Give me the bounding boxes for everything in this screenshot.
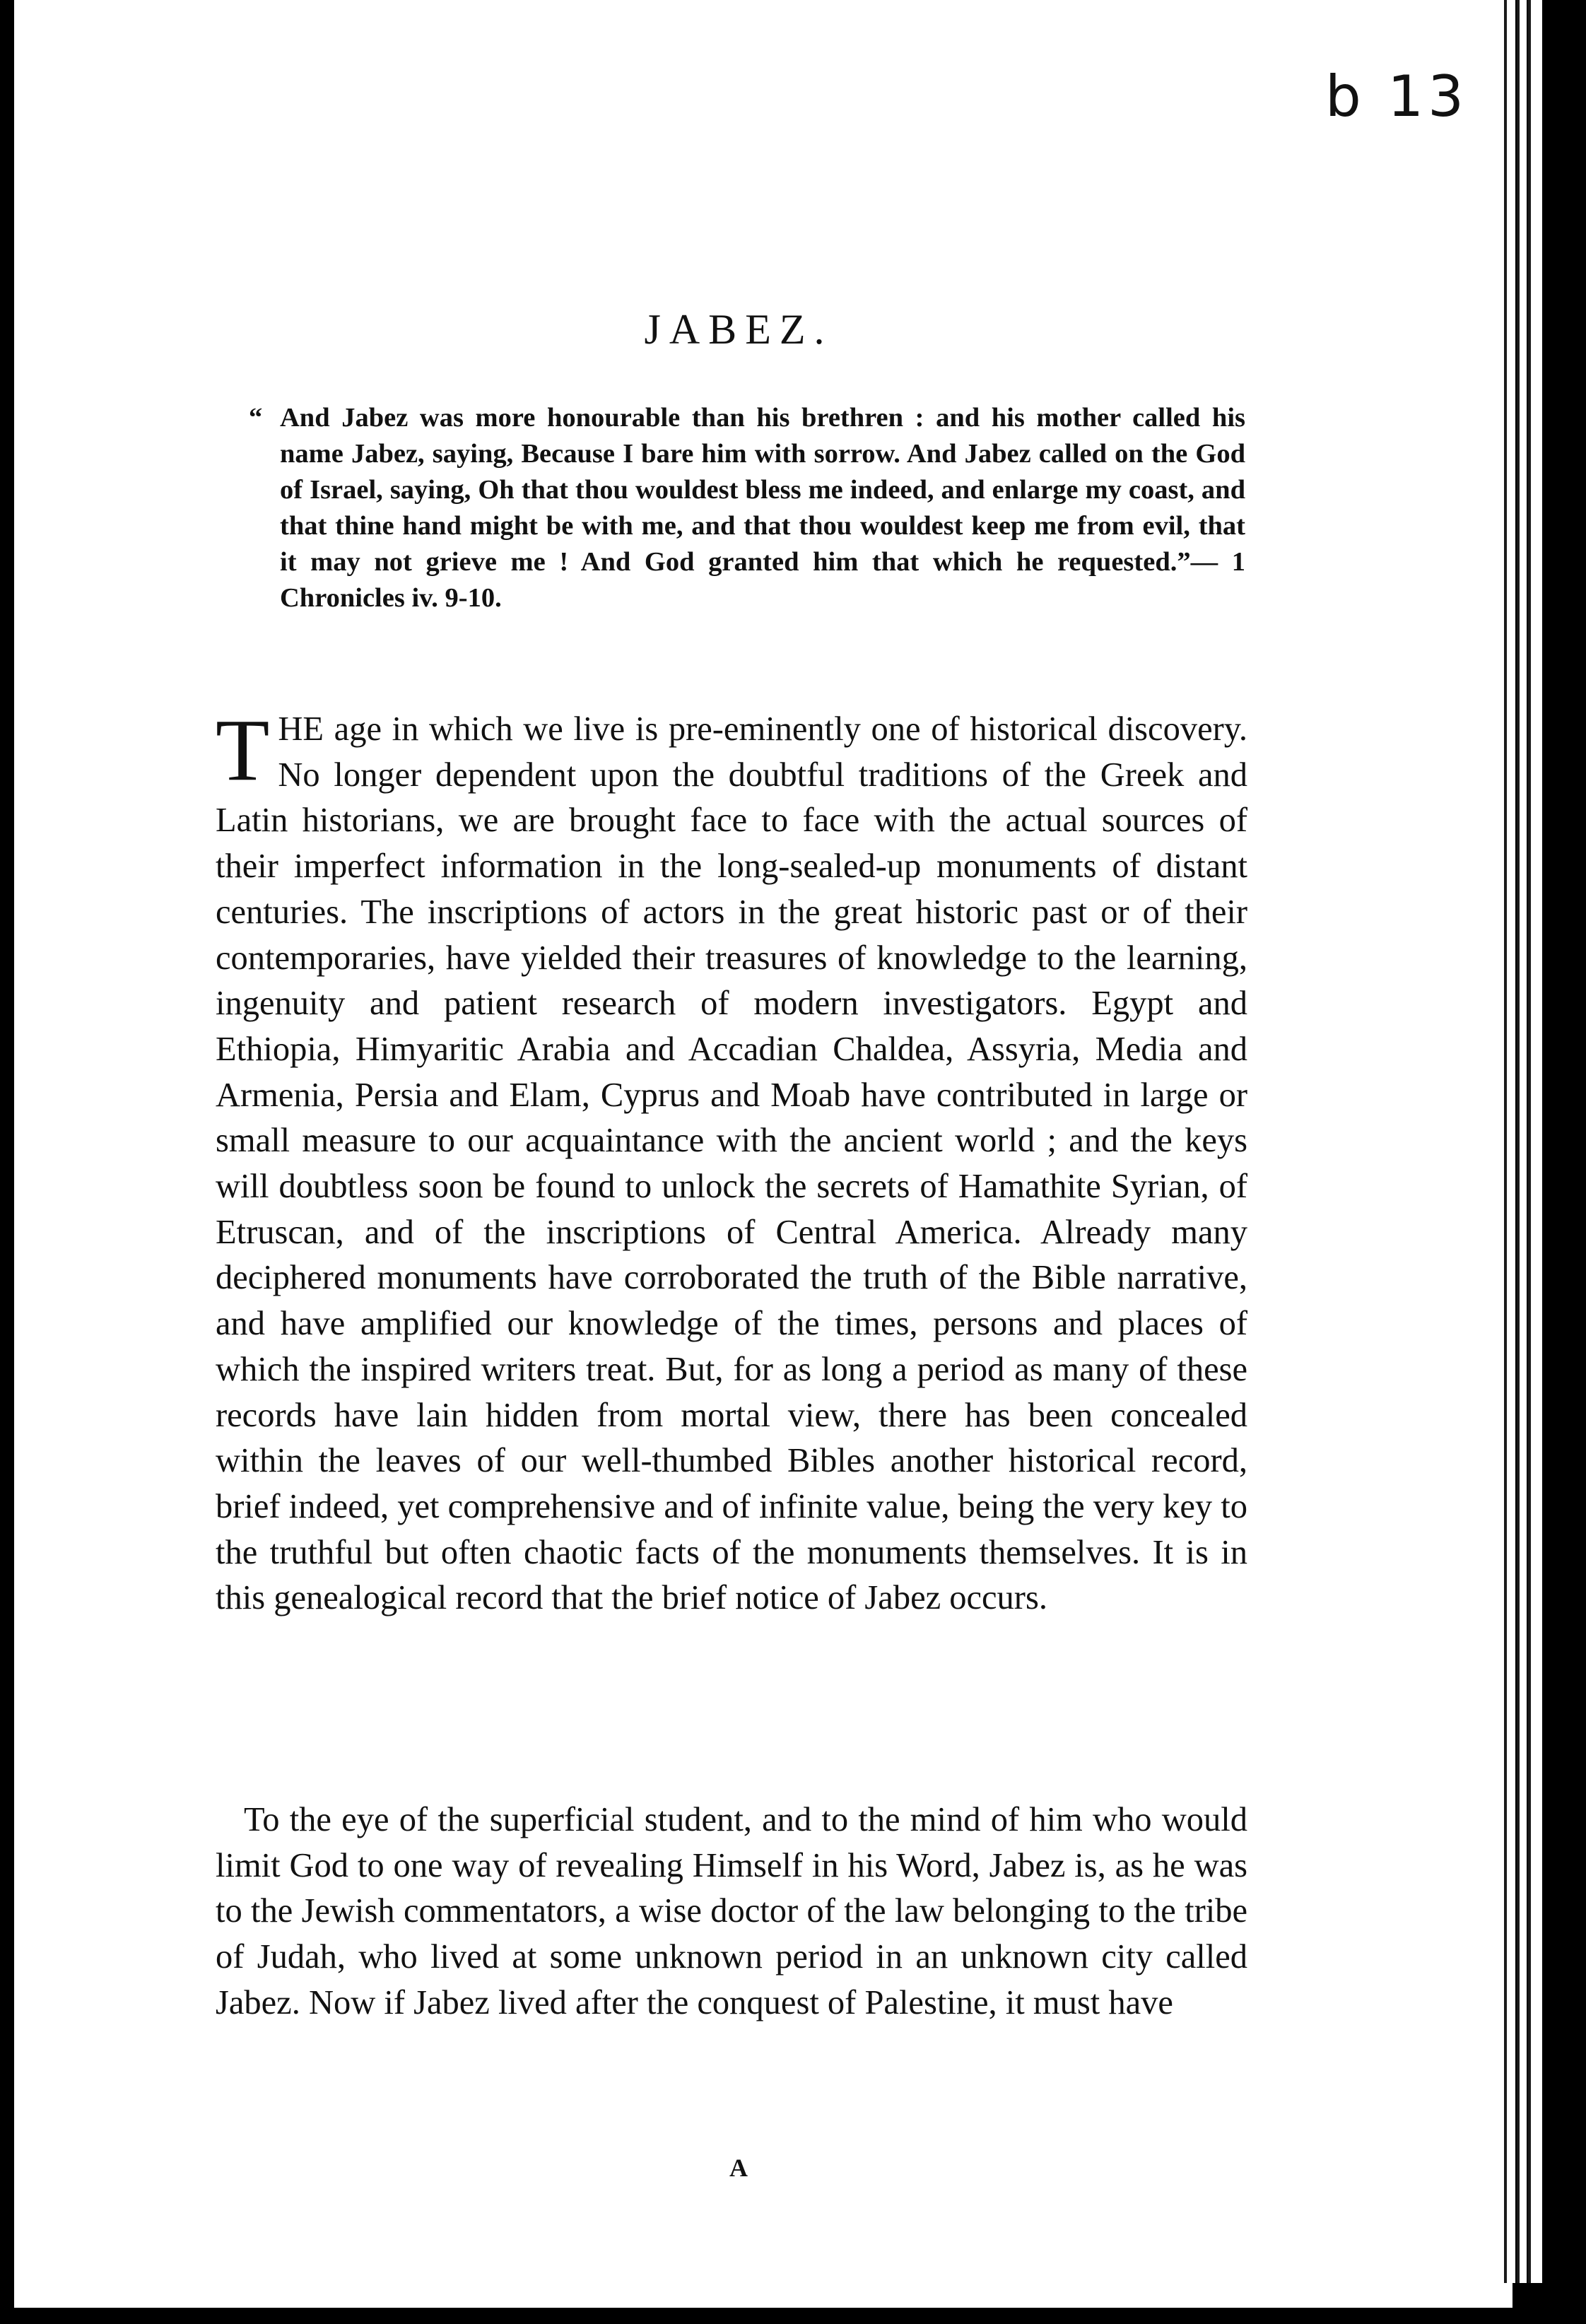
book-page	[14, 0, 1512, 2308]
signature-mark: A	[729, 2154, 748, 2182]
handwritten-page-note: b 13	[1325, 64, 1469, 129]
body-paragraph-2: To the eye of the superficial student, and to the mind of him who would limit God to one way of revealing Himself in his Word, Jabez is, as he was to the Jewish commentators, a wise doctor of the law belonging to the tribe of Judah, who lived at some unknown period in an unknown city called Jabez. Now if Jabez lived after the conquest of Palestine, it must have	[216, 1801, 1247, 2021]
drop-cap-letter: T	[216, 702, 270, 799]
epigraph-open-quote: “	[249, 403, 263, 433]
page-edge-1	[1504, 0, 1515, 2283]
epigraph-text: And Jabez was more honourable than his brethren : and his mother called his name Jabez, saying, Because I bare him with sorrow. And Jabez called on the God of Israel, saying, Oh that thou wouldest bless me indeed, and enlarge my coast, and that thine hand might be with me, and that thou wouldest keep me from evil, that it may not grieve me ! And God granted him that which he requested.”— 1 Chronicles iv. 9-10.	[280, 403, 1245, 613]
chapter-title: JABEZ.	[644, 306, 833, 353]
page-edge-2	[1517, 0, 1527, 2283]
body-paragraph-1-text: HE age in which we live is pre-eminently one of historical discovery. No longer dependent upon the doubtful traditions of the Greek and Latin historians, we are brought face to face with the actual sources of their imperfect information in the long-sealed-up monuments of distant centuries. The inscriptions of actors in the great historic past or of their contemporaries, have yielded their treasures of knowledge to the learning, ingenuity and patient research of modern investigators. Egypt and Ethiopia, Himyaritic Arabia and Accadian Chaldea, Assyria, Media and Armenia, Persia and Elam, Cyprus and Moab have contributed in large or small measure to our acquaintance with the ancient world ; and the keys will doubtless soon be found to unlock the secrets of Hamathite Syrian, of Etruscan, and of the inscriptions of Central America. Already many deciphered monuments have corroborated the truth of the Bible narrative, and have amplified our knowledge of the times, persons and places of which the inspired writers treat. But, for as long a period as many of these records have lain hidden from mortal view, there has been concealed within the leaves of our well-thumbed Bibles another historical record, brief indeed, yet comprehensive and of infinite value, being the very key to the truthful but often chaotic facts of the monuments themselves. It is in this genealogical record that the brief notice of Jabez occurs.	[216, 710, 1247, 1617]
body-paragraph-1	[216, 702, 1247, 1621]
page-edge-3	[1528, 0, 1542, 2283]
epigraph-quote	[249, 400, 1245, 616]
